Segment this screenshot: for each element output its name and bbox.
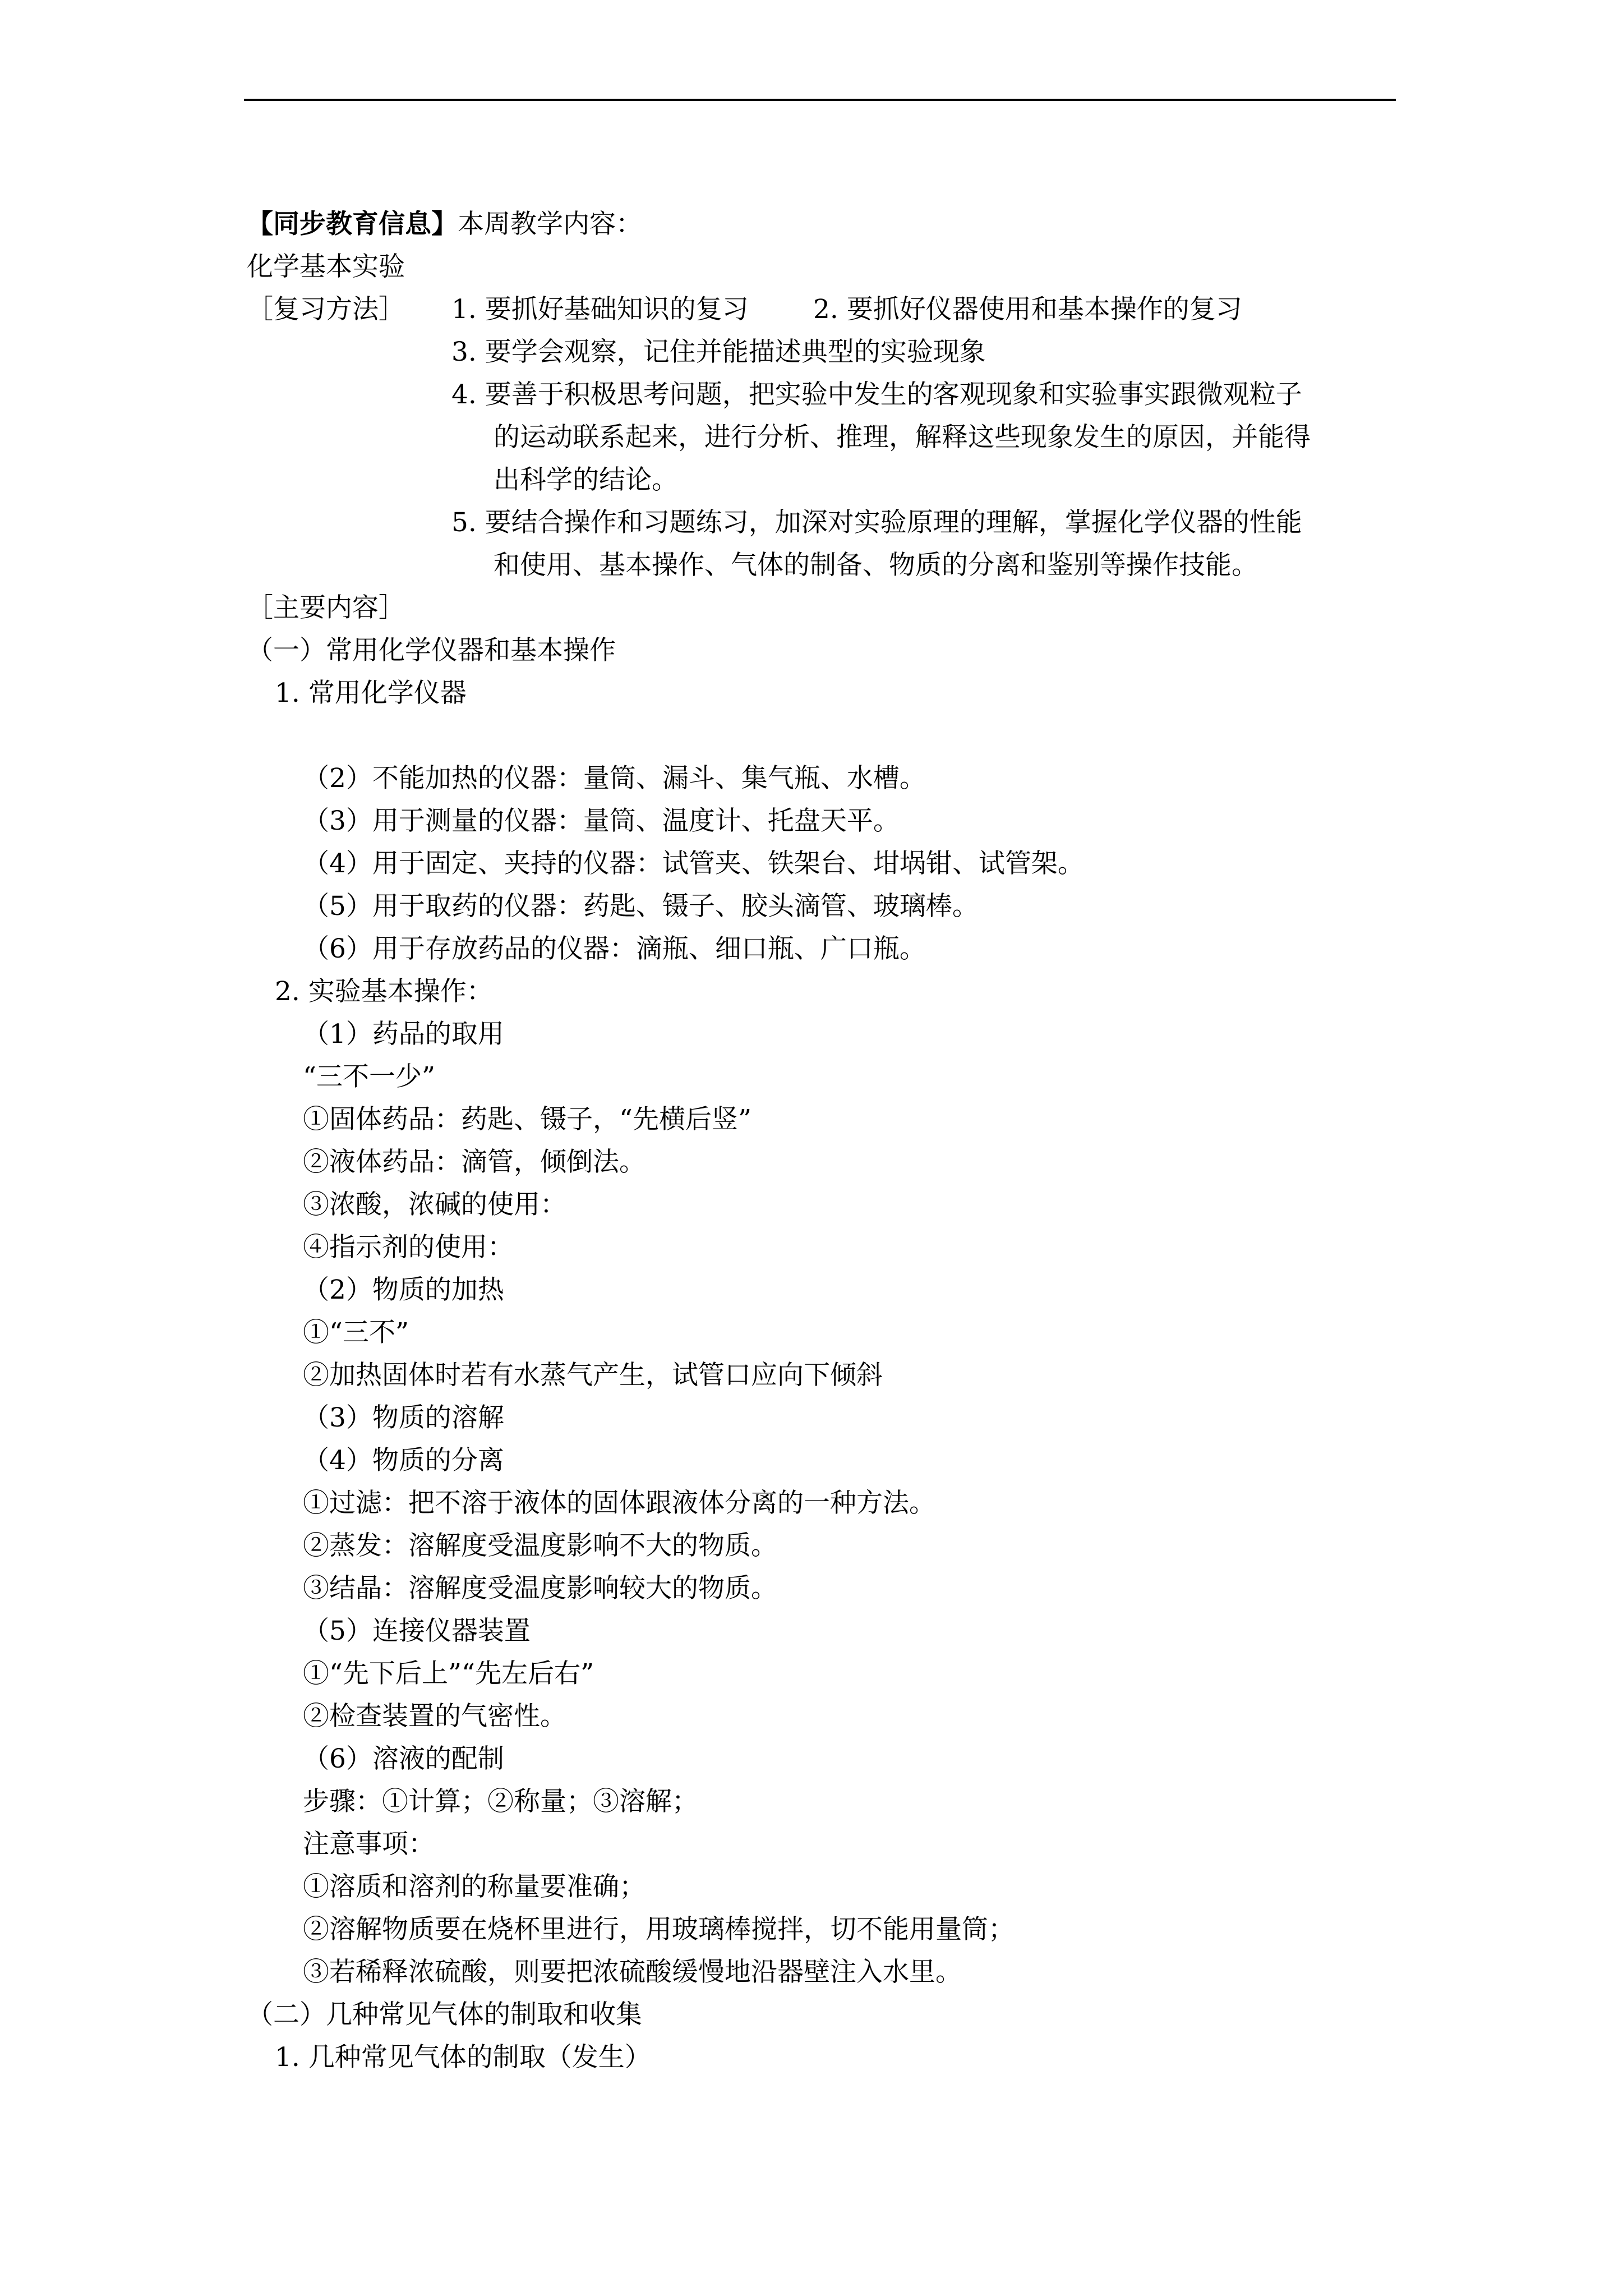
operation-4-c: ③结晶：溶解度受温度影响较大的物质。 — [303, 1573, 777, 1604]
review-method-1: 1. 要抓好基础知识的复习 — [451, 294, 749, 325]
operation-4: （4）物质的分离 — [303, 1445, 504, 1476]
header-rule — [244, 99, 1396, 101]
main-content-label: ［主要内容］ — [247, 592, 405, 623]
operation-1-d: ③浓酸，浓碱的使用： — [303, 1189, 566, 1220]
instrument-item-2: （2）不能加热的仪器：量筒、漏斗、集气瓶、水槽。 — [303, 763, 926, 794]
operation-2-b: ②加热固体时若有水蒸气产生，试管口应向下倾斜 — [303, 1360, 883, 1391]
instrument-item-4: （4）用于固定、夹持的仪器：试管夹、铁架台、坩埚钳、试管架。 — [303, 848, 1084, 879]
review-method-3: 3. 要学会观察，记住并能描述典型的实验现象 — [451, 337, 986, 367]
operation-5-b: ②检查装置的气密性。 — [303, 1701, 566, 1732]
subsection-2-1: 1. 几种常见气体的制取（发生） — [275, 2042, 651, 2073]
instrument-item-6: （6）用于存放药品的仪器：滴瓶、细口瓶、广口瓶。 — [303, 933, 926, 964]
section-2-heading: （二）几种常见气体的制取和收集 — [247, 1999, 642, 2030]
review-method-2: 2. 要抓好仪器使用和基本操作的复习 — [813, 294, 1242, 325]
operation-6-notes-label: 注意事项： — [303, 1829, 435, 1860]
operation-3: （3）物质的溶解 — [303, 1402, 504, 1433]
operation-5-a: ①“先下后上”“先左后右” — [303, 1658, 594, 1689]
operation-6-note-2: ②溶解物质要在烧杯里进行，用玻璃棒搅拌，切不能用量筒； — [303, 1914, 1015, 1945]
operation-6-note-1: ①溶质和溶剂的称量要准确； — [303, 1871, 645, 1902]
operation-1-a: “三不一少” — [303, 1061, 436, 1092]
review-method-4-line-3: 出科学的结论。 — [494, 464, 678, 495]
operation-5: （5）连接仪器装置 — [303, 1616, 531, 1646]
operation-6: （6）溶液的配制 — [303, 1743, 504, 1774]
operation-1: （1）药品的取用 — [303, 1019, 504, 1050]
instrument-item-5: （5）用于取药的仪器：药匙、镊子、胶头滴管、玻璃棒。 — [303, 891, 979, 922]
info-heading — [247, 208, 642, 241]
operation-4-b: ②蒸发：溶解度受温度影响不大的物质。 — [303, 1530, 777, 1561]
review-label: ［复习方法］ — [247, 294, 405, 325]
info-heading-bold: 【同步教育信息】 — [247, 209, 458, 240]
operation-6-note-3: ③若稀释浓硫酸，则要把浓硫酸缓慢地沿器壁注入水里。 — [303, 1957, 962, 1987]
operation-1-c: ②液体药品：滴管，倾倒法。 — [303, 1147, 645, 1177]
review-method-4-line-1: 4. 要善于积极思考问题，把实验中发生的客观现象和实验事实跟微观粒子 — [451, 379, 1302, 410]
operation-2-a: ①“三不” — [303, 1317, 409, 1348]
review-method-5-line-1: 5. 要结合操作和习题练习，加深对实验原理的理解，掌握化学仪器的性能 — [451, 507, 1302, 538]
section-1-heading: （一）常用化学仪器和基本操作 — [247, 635, 616, 666]
subsection-1-1: 1. 常用化学仪器 — [275, 678, 467, 708]
operation-1-b: ①固体药品：药匙、镊子，“先横后竖” — [303, 1104, 752, 1135]
operation-1-e: ④指示剂的使用： — [303, 1232, 514, 1263]
subsection-1-2: 2. 实验基本操作： — [275, 976, 493, 1007]
operation-6-steps: 步骤：①计算；②称量；③溶解； — [303, 1786, 698, 1817]
operation-2: （2）物质的加热 — [303, 1274, 504, 1305]
subject-line: 化学基本实验 — [247, 251, 405, 282]
review-method-5-line-2: 和使用、基本操作、气体的制备、物质的分离和鉴别等操作技能。 — [494, 550, 1258, 581]
instrument-item-3: （3）用于测量的仪器：量筒、温度计、托盘天平。 — [303, 806, 900, 836]
operation-4-a: ①过滤：把不溶于液体的固体跟液体分离的一种方法。 — [303, 1488, 935, 1519]
info-heading-rest: 本周教学内容： — [458, 209, 642, 240]
review-method-4-line-2: 的运动联系起来，进行分析、推理，解释这些现象发生的原因，并能得 — [494, 422, 1311, 453]
